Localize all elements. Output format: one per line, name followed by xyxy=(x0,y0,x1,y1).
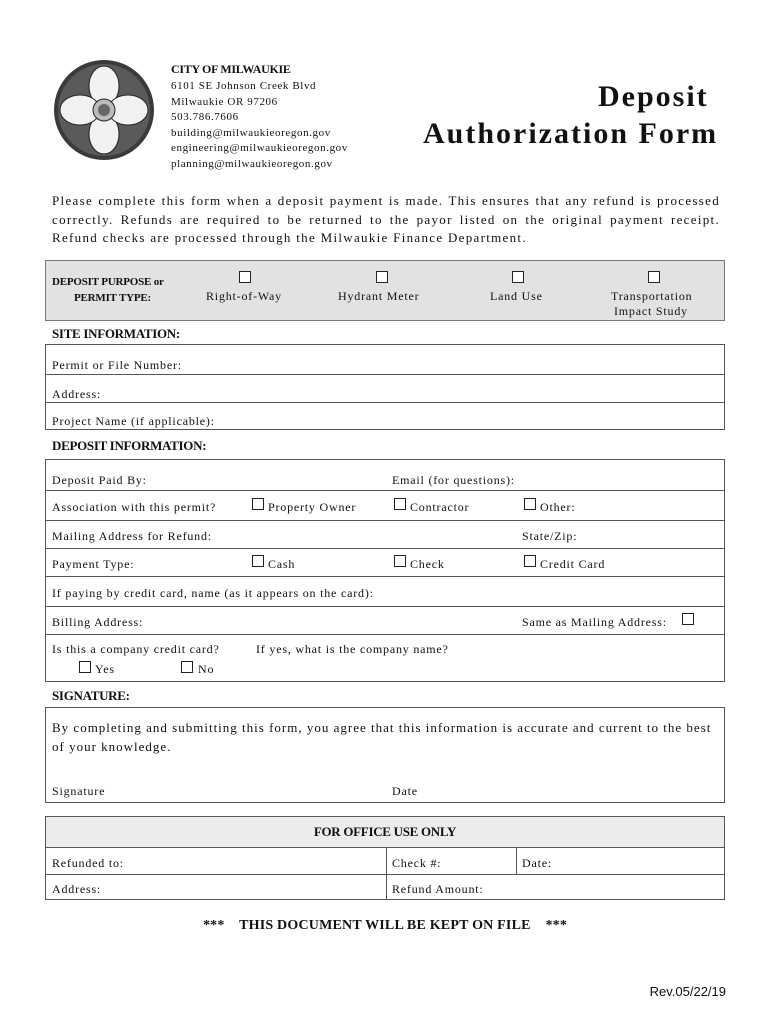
credit-card-label: Credit Card xyxy=(540,557,606,571)
company-card-row xyxy=(46,634,724,682)
company-card-question: Is this a company credit card? xyxy=(52,642,220,656)
option-transportation-line1: Transportation xyxy=(611,289,693,303)
cash-label: Cash xyxy=(268,557,296,571)
check-label: Check xyxy=(410,557,445,571)
deposit-info-heading: DEPOSIT INFORMATION: xyxy=(52,438,207,453)
card-name-label: If paying by credit card, name (as it appears on the card): xyxy=(52,586,374,600)
billing-label: Billing Address: xyxy=(52,615,144,629)
paid-by-row[interactable] xyxy=(46,460,724,491)
checkbox-cash[interactable] xyxy=(252,555,264,567)
office-use-heading: FOR OFFICE USE ONLY xyxy=(313,824,457,839)
signature-date-label[interactable]: Date xyxy=(392,784,418,798)
state-zip-label: State/Zip: xyxy=(522,529,578,543)
option-land-use: Land Use xyxy=(490,289,543,303)
permit-label: Permit or File Number: xyxy=(52,358,182,372)
project-name-label: Project Name (if applicable): xyxy=(52,414,215,428)
checkbox-hydrant-meter[interactable] xyxy=(376,271,388,283)
association-row xyxy=(46,490,724,521)
purpose-label-line1: DEPOSIT PURPOSE or xyxy=(52,276,164,288)
intro-paragraph: Please complete this form when a deposit payment is made. This ensures that any refund is processed correctly. Refunds are required to be returned to the payor listed on the original payment receipt. Refund checks are processed through the Milwaukie Finance Department. xyxy=(52,193,720,245)
signature-heading: SIGNATURE: xyxy=(52,688,130,703)
city-phone: 503.786.7606 xyxy=(171,111,239,123)
agreement-text: By completing and submitting this form, you agree that this information is accurate and current to the best of your knowledge. xyxy=(52,720,712,754)
deposit-purpose-bar xyxy=(45,260,725,321)
city-name: CITY OF MILWAUKIE xyxy=(171,62,291,76)
purpose-label-line2: PERMIT TYPE: xyxy=(74,292,151,304)
mailing-label: Mailing Address for Refund: xyxy=(52,529,212,543)
association-label: Association with this permit? xyxy=(52,500,217,514)
city-address: 6101 SE Johnson Creek Blvd xyxy=(171,80,317,92)
site-info-box xyxy=(45,344,725,430)
permit-row[interactable] xyxy=(46,345,724,375)
checkbox-contractor[interactable] xyxy=(394,498,406,510)
checkbox-check[interactable] xyxy=(394,555,406,567)
checkbox-yes[interactable] xyxy=(79,661,91,673)
office-divider xyxy=(516,847,517,874)
card-name-row[interactable] xyxy=(46,576,724,607)
office-divider xyxy=(386,874,387,900)
project-name-row[interactable] xyxy=(46,402,724,430)
deposit-info-box xyxy=(45,459,725,682)
checkbox-property-owner[interactable] xyxy=(252,498,264,510)
other-label: Other: xyxy=(540,500,576,514)
payment-type-row xyxy=(46,548,724,577)
option-right-of-way: Right-of-Way xyxy=(206,289,282,303)
file-notice: *** THIS DOCUMENT WILL BE KEPT ON FILE *** xyxy=(202,918,568,933)
form-title-line2: Authorization Form xyxy=(423,117,719,150)
yes-label: Yes xyxy=(95,662,115,676)
refund-amount-label[interactable]: Refund Amount: xyxy=(392,882,484,896)
email-building: building@milwaukieoregon.gov xyxy=(171,126,331,139)
form-title-line1: Deposit xyxy=(598,80,709,113)
paid-by-label: Deposit Paid By: xyxy=(52,473,147,487)
checkbox-land-use[interactable] xyxy=(512,271,524,283)
city-contact-block xyxy=(171,79,348,172)
refunded-to-label[interactable]: Refunded to: xyxy=(52,856,124,870)
payment-type-label: Payment Type: xyxy=(52,557,135,571)
site-address-label: Address: xyxy=(52,387,102,401)
email-planning: planning@milwaukieoregon.gov xyxy=(171,157,333,170)
revision-label: Rev.05/22/19 xyxy=(649,984,726,999)
checkbox-credit-card[interactable] xyxy=(524,555,536,567)
option-hydrant-meter: Hydrant Meter xyxy=(338,289,420,303)
contractor-label: Contractor xyxy=(410,500,470,514)
property-owner-label: Property Owner xyxy=(268,500,357,514)
site-address-row[interactable] xyxy=(46,374,724,403)
checkbox-transportation-impact[interactable] xyxy=(648,271,660,283)
mailing-row[interactable] xyxy=(46,520,724,549)
email-engineering: engineering@milwaukieoregon.gov xyxy=(171,142,348,154)
checkbox-no[interactable] xyxy=(181,661,193,673)
office-use-box xyxy=(45,816,725,900)
no-label: No xyxy=(198,662,215,676)
checkbox-right-of-way[interactable] xyxy=(239,271,251,283)
checkbox-same-as-mailing[interactable] xyxy=(682,613,694,625)
billing-row[interactable] xyxy=(46,606,724,635)
site-info-heading: SITE INFORMATION: xyxy=(52,326,180,341)
signature-label[interactable]: Signature xyxy=(52,784,106,798)
office-divider xyxy=(386,847,387,874)
office-date-label[interactable]: Date: xyxy=(522,856,552,870)
check-number-label[interactable]: Check #: xyxy=(392,856,442,870)
dogwood-flower-seal-icon xyxy=(52,58,156,162)
signature-box xyxy=(45,707,725,803)
checkbox-other[interactable] xyxy=(524,498,536,510)
company-name-question[interactable]: If yes, what is the company name? xyxy=(256,642,449,656)
city-state-zip: Milwaukie OR 97206 xyxy=(171,95,278,108)
office-address-row xyxy=(46,874,724,900)
same-as-mailing-label: Same as Mailing Address: xyxy=(522,615,667,629)
email-label: Email (for questions): xyxy=(392,473,515,487)
refunded-row xyxy=(46,847,724,875)
office-address-label[interactable]: Address: xyxy=(52,882,102,896)
option-transportation-line2: Impact Study xyxy=(614,304,688,318)
office-use-header xyxy=(46,817,724,848)
